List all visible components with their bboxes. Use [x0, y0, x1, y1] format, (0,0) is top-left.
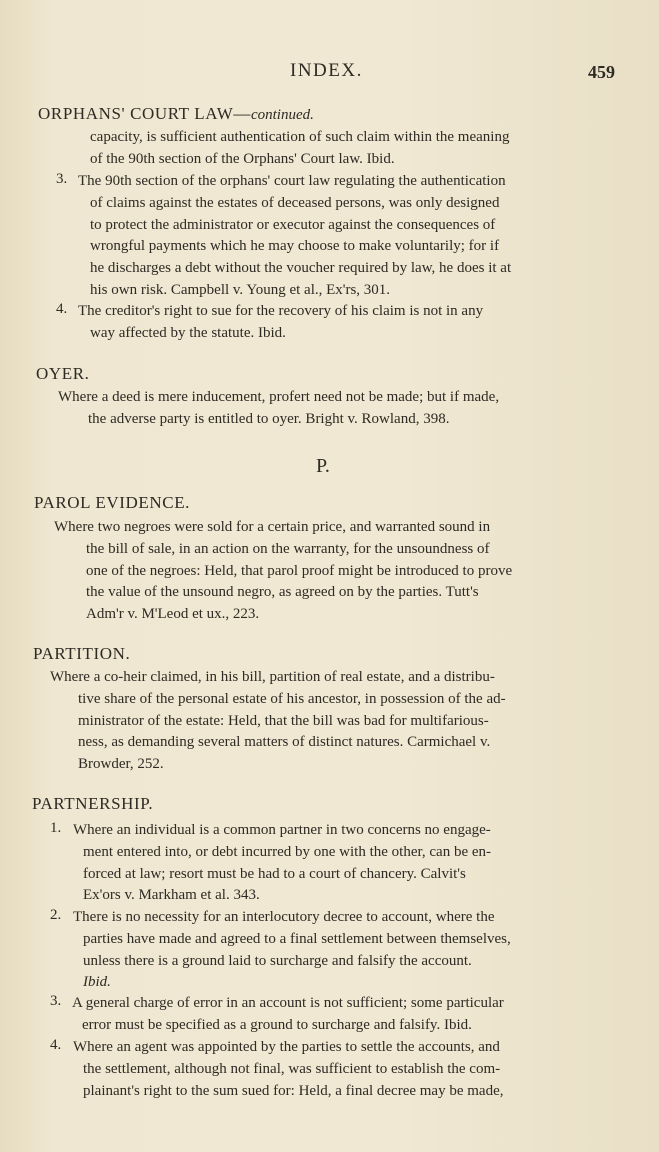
heading-parol-evidence: PAROL EVIDENCE.: [34, 493, 191, 512]
entry-partnership-4: [73, 1037, 618, 1102]
heading-continued: continued.: [250, 107, 314, 123]
text-line: ness, as demanding several matters of distinct natures. Carmichael v.: [78, 734, 491, 751]
text-line: error must be specified as a ground to surcharge and falsify. Ibid.: [82, 1016, 472, 1033]
text-line: Where a co-heir claimed, in his bill, partition of real estate, and a distribu-: [50, 669, 495, 685]
heading-orphans-court-law: [38, 104, 314, 124]
text-line: the value of the unsound negro, as agreed on by the parties. Tutt's: [86, 584, 479, 601]
text-line: unless there is a ground laid to surcharge and falsify the account.: [83, 952, 472, 969]
text-line: way affected by the statute. Ibid.: [90, 324, 286, 341]
page-number: 459: [588, 62, 615, 82]
entry-partnership-2: [73, 907, 618, 994]
text-line: plainant's right to the sum sued for: Held, a final decree may be made,: [83, 1082, 504, 1099]
text-line: the adverse party is entitled to oyer. Bright v. Rowland, 398.: [88, 410, 450, 427]
text-line: parties have made and agreed to a final settlement between themselves,: [83, 930, 511, 947]
heading-oyer: OYER.: [36, 364, 90, 383]
entry-number: 4.: [50, 1037, 62, 1053]
text-line: There is no necessity for an interlocutory decree to account, where the: [73, 909, 495, 925]
section-letter: P.: [316, 455, 330, 477]
entry-partnership-3: [72, 993, 618, 1037]
text-line: he discharges a debt without the voucher required by law, he does it at: [90, 260, 512, 277]
text-line: tive share of the personal estate of his ancestor, in possession of the ad-: [78, 690, 506, 707]
text-line: A general charge of error in an account is not sufficient; some particular: [72, 995, 504, 1011]
entry-partition: [50, 667, 618, 776]
text-line: Where an agent was appointed by the parties to settle the accounts, and: [73, 1039, 500, 1055]
text-line: The 90th section of the orphans' court law regulating the authentication: [78, 173, 506, 189]
entry-orphans-3: [78, 171, 620, 302]
entry-orphans-continued: [90, 127, 618, 171]
text-line: one of the negroes: Held, that parol proof might be introduced to prove: [86, 562, 513, 579]
text-line: of the 90th section of the Orphans' Court law. Ibid.: [90, 150, 395, 167]
text-line: forced at law; resort must be had to a court of chancery. Calvit's: [83, 865, 466, 882]
text-line: his own risk. Campbell v. Young et al., Ex'rs, 301.: [90, 281, 391, 298]
text-line: Where an individual is a common partner in two concerns no engage-: [73, 822, 491, 838]
entry-parol: [54, 517, 618, 626]
text-line: Ibid.: [83, 974, 111, 991]
heading-text: ORPHANS' COURT LAW—: [38, 104, 251, 123]
heading-partition: PARTITION.: [33, 644, 131, 663]
text-line: wrongful payments which he may choose to make voluntarily; for if: [90, 238, 500, 255]
entry-orphans-4: [78, 301, 620, 345]
entry-number: 1.: [50, 820, 62, 836]
text-line: Browder, 252.: [78, 756, 164, 773]
text-line: Where a deed is mere inducement, profert need not be made; but if made,: [58, 389, 500, 405]
entry-oyer: [58, 387, 618, 431]
text-line: Adm'r v. M'Leod et ux., 223.: [86, 606, 260, 623]
text-line: The creditor's right to sue for the recovery of his claim is not in any: [78, 303, 484, 319]
header-title: INDEX.: [290, 60, 363, 81]
text-line: the settlement, although not final, was sufficient to establish the com-: [83, 1060, 501, 1077]
entry-number: 2.: [50, 907, 62, 923]
entry-partnership-1: [73, 820, 618, 907]
entry-number: 4.: [56, 301, 68, 317]
text-line: ment entered into, or debt incurred by one with the other, can be en-: [83, 843, 492, 860]
entry-number: 3.: [50, 993, 62, 1009]
text-line: Where two negroes were sold for a certain price, and warranted sound in: [54, 519, 491, 535]
text-line: of claims against the estates of deceased persons, was only designed: [90, 194, 500, 211]
heading-partnership: PARTNERSHIP.: [32, 794, 154, 813]
text-line: the bill of sale, in an action on the warranty, for the unsoundness of: [86, 540, 490, 557]
text-line: Ex'ors v. Markham et al. 343.: [83, 887, 260, 904]
running-header: [0, 60, 659, 86]
text-line: ministrator of the estate: Held, that the bill was bad for multifarious-: [78, 712, 489, 729]
text-line: to protect the administrator or executor against the consequences of: [90, 216, 496, 233]
entry-number: 3.: [56, 171, 68, 187]
text-line: capacity, is sufficient authentication of such claim within the meaning: [90, 129, 510, 145]
